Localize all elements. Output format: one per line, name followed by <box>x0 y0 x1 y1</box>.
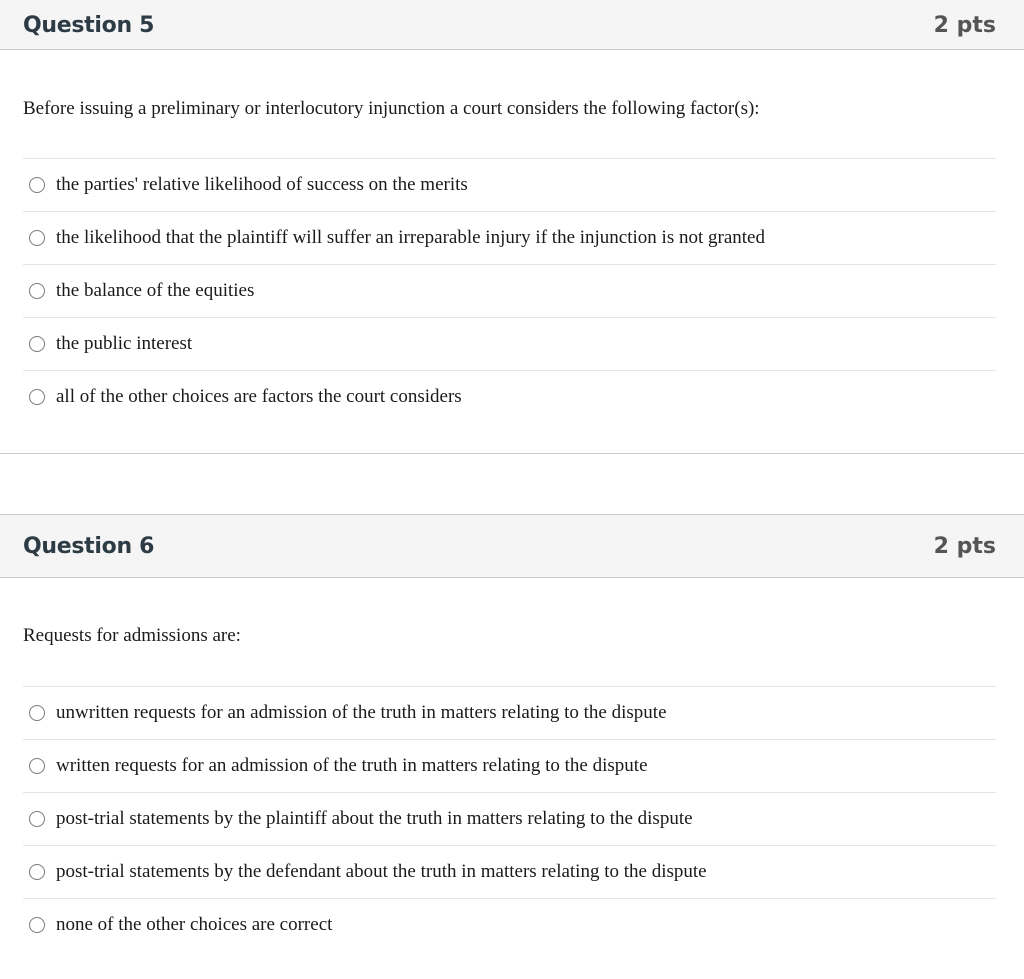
radio-button[interactable] <box>29 336 45 352</box>
answer-list <box>23 158 996 423</box>
question-points: 2 pts <box>933 533 996 559</box>
answer-label[interactable]: the public interest <box>56 333 193 354</box>
divider <box>0 453 1024 454</box>
question-header <box>0 515 1024 578</box>
question-text: Before issuing a preliminary or interlocutory injunction a court considers the following factor(s): <box>23 98 760 119</box>
answer-option[interactable] <box>23 317 996 370</box>
answer-label[interactable]: the parties' relative likelihood of success on the merits <box>56 174 468 195</box>
answer-option[interactable] <box>23 211 996 264</box>
answer-label[interactable]: post-trial statements by the defendant about the truth in matters relating to the dispute <box>56 861 707 882</box>
radio-button[interactable] <box>29 389 45 405</box>
answer-list <box>23 686 996 951</box>
answer-label[interactable]: all of the other choices are factors the court considers <box>56 386 462 407</box>
question-text: Requests for admissions are: <box>23 625 241 646</box>
answer-option[interactable] <box>23 739 996 792</box>
question-6 <box>0 514 1024 578</box>
answer-option[interactable] <box>23 370 996 423</box>
radio-button[interactable] <box>29 705 45 721</box>
radio-button[interactable] <box>29 811 45 827</box>
radio-button[interactable] <box>29 917 45 933</box>
answer-label[interactable]: written requests for an admission of the truth in matters relating to the dispute <box>56 755 648 776</box>
answer-option[interactable] <box>23 898 996 951</box>
answer-label[interactable]: the balance of the equities <box>56 280 255 301</box>
radio-button[interactable] <box>29 230 45 246</box>
answer-option[interactable] <box>23 158 996 211</box>
answer-option[interactable] <box>23 792 996 845</box>
radio-button[interactable] <box>29 177 45 193</box>
answer-label[interactable]: post-trial statements by the plaintiff about the truth in matters relating to the dispute <box>56 808 693 829</box>
answer-option[interactable] <box>23 264 996 317</box>
radio-button[interactable] <box>29 864 45 880</box>
radio-button[interactable] <box>29 758 45 774</box>
answer-label[interactable]: none of the other choices are correct <box>56 914 333 935</box>
question-5 <box>0 0 1024 50</box>
question-title: Question 5 <box>23 13 155 38</box>
question-header <box>0 0 1024 50</box>
answer-option[interactable] <box>23 845 996 898</box>
question-title: Question 6 <box>23 533 155 559</box>
answer-label[interactable]: unwritten requests for an admission of the truth in matters relating to the dispute <box>56 702 667 723</box>
answer-label[interactable]: the likelihood that the plaintiff will suffer an irreparable injury if the injunction is not granted <box>56 227 765 248</box>
question-points: 2 pts <box>933 13 996 38</box>
radio-button[interactable] <box>29 283 45 299</box>
answer-option[interactable] <box>23 686 996 739</box>
